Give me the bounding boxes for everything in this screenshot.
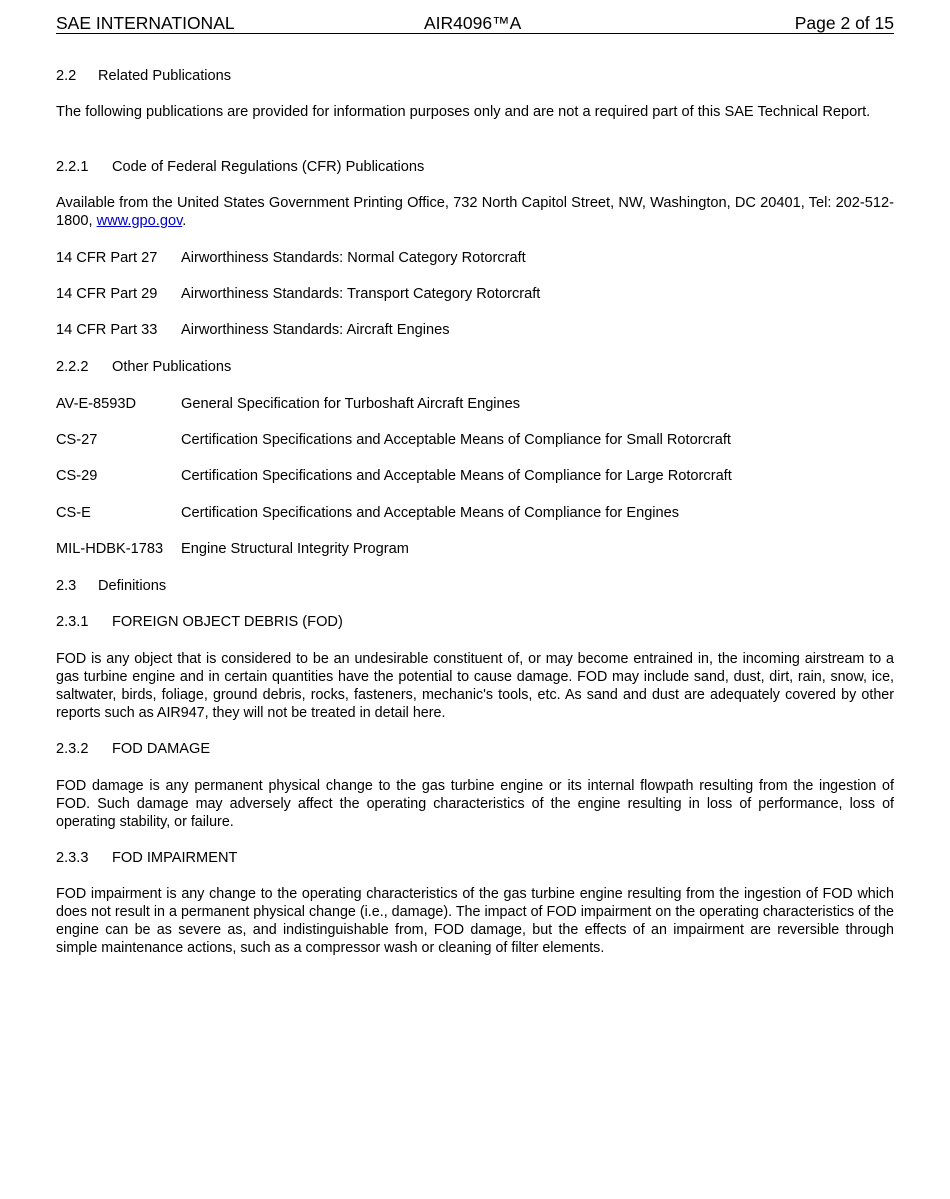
section-heading-2-2-2 (56, 358, 894, 376)
availability-period: . (182, 213, 187, 229)
section-number: 2.2.1 (56, 159, 89, 175)
section-heading-2-3 (56, 577, 894, 595)
fod-damage-text: FOD damage is any permanent physical change to the gas turbine engine or its internal flowpath resulting from the ingestion of FOD. Such damage may adversely affect the operating characteristics of the engine resulting in loss of performance, loss of operating stability, or failure. (56, 778, 894, 830)
reference-row (56, 540, 894, 558)
section-title: FOD IMPAIRMENT (112, 850, 238, 866)
section-number: 2.2 (56, 68, 77, 84)
reference-row (56, 249, 894, 267)
reference-code: 14 CFR Part 29 (56, 286, 158, 302)
reference-row (56, 285, 894, 303)
section-number: 2.3.3 (56, 850, 89, 866)
reference-row (56, 467, 894, 485)
header-publisher: SAE INTERNATIONAL (56, 13, 235, 33)
header-page-number: Page 2 of 15 (794, 13, 894, 33)
section-heading-2-3-1 (56, 613, 894, 631)
reference-title: Airworthiness Standards: Aircraft Engines (181, 322, 450, 338)
availability-text: Available from the United States Government Printing Office, 732 North Capitol Street, NW, Washington, DC 20401, Tel: 202-512-1800, (56, 195, 894, 229)
section-title: FOD DAMAGE (112, 741, 211, 757)
reference-title: Certification Specifications and Acceptable Means of Compliance for Engines (181, 505, 680, 521)
reference-row (56, 504, 894, 522)
reference-code: MIL-HDBK-1783 (56, 541, 164, 557)
reference-code: 14 CFR Part 27 (56, 250, 158, 266)
section-heading-2-3-3 (56, 849, 894, 867)
reference-title: General Specification for Turboshaft Aircraft Engines (181, 396, 521, 412)
section-number: 2.3 (56, 578, 77, 594)
reference-code: CS-29 (56, 468, 98, 484)
fod-definition-text: FOD is any object that is considered to be an undesirable constituent of, or may become entrained in, the incoming airstream to a gas turbine engine and in certain quantities have the potential to cause damage. FOD may include sand, dust, dirt, rain, snow, ice, saltwater, birds, foliage, ground debris, rocks, fasteners, mechanic's tools, etc. As sand and dust are adequately covered by other reports such as AIR947, they will not be treated in detail here. (56, 651, 894, 721)
page-header (56, 13, 894, 34)
section-number: 2.3.2 (56, 741, 89, 757)
reference-title: Certification Specifications and Acceptable Means of Compliance for Small Rotorcraft (181, 432, 731, 448)
section-title: Definitions (98, 578, 167, 594)
related-publications-intro: The following publications are provided for information purposes only and are not a required part of this SAE Technical Report. (56, 104, 871, 120)
reference-row (56, 431, 894, 449)
section-number: 2.3.1 (56, 614, 89, 630)
reference-code: CS-27 (56, 432, 98, 448)
section-heading-2-3-2 (56, 740, 894, 758)
gpo-availability-text (56, 194, 894, 230)
reference-code: AV-E-8593D (56, 396, 137, 412)
reference-title: Certification Specifications and Acceptable Means of Compliance for Large Rotorcraft (181, 468, 732, 484)
reference-title: Airworthiness Standards: Transport Category Rotorcraft (181, 286, 541, 302)
section-heading-2-2 (56, 67, 894, 85)
reference-title: Engine Structural Integrity Program (181, 541, 409, 557)
header-document-number: AIR4096™A (424, 13, 522, 33)
reference-title: Airworthiness Standards: Normal Category Rotorcraft (181, 250, 526, 266)
section-title: Other Publications (112, 359, 232, 375)
section-heading-2-2-1 (56, 158, 894, 176)
section-number: 2.2.2 (56, 359, 89, 375)
reference-row (56, 395, 894, 413)
reference-code: 14 CFR Part 33 (56, 322, 158, 338)
gpo-link[interactable]: www.gpo.gov (96, 213, 183, 229)
section-title: Code of Federal Regulations (CFR) Publications (112, 159, 425, 175)
section-title: Related Publications (98, 68, 232, 84)
reference-row (56, 321, 894, 339)
section-title: FOREIGN OBJECT DEBRIS (FOD) (112, 614, 343, 630)
reference-code: CS-E (56, 505, 91, 521)
fod-impairment-text: FOD impairment is any change to the operating characteristics of the gas turbine engine resulting from the ingestion of FOD which does not result in a permanent physical change (i.e., damage). The impact of FOD impairment on the operating characteristics of the engine can be as severe as, and indistinguishable from, FOD damage, but the effects of an impairment are reversible through simple maintenance actions, such as a compressor wash or cleaning of filter elements. (56, 886, 894, 956)
